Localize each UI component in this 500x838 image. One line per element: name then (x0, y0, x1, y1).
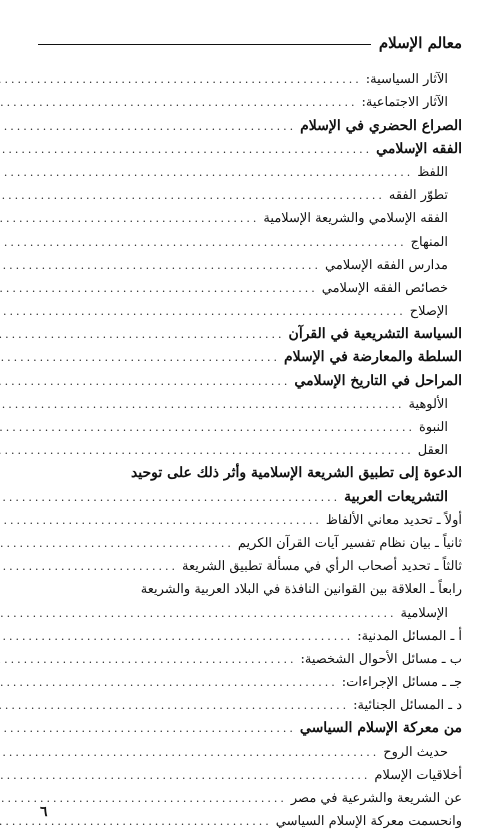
toc-entry (38, 91, 462, 114)
dot-leader (0, 532, 238, 555)
header-rule (38, 44, 371, 45)
toc-entry-title: أخلاقيات الإسلام (374, 767, 462, 783)
dot-leader (0, 184, 389, 207)
dot-leader (0, 68, 366, 91)
dot-leader (0, 486, 344, 509)
dot-leader (0, 764, 374, 787)
toc-entry (38, 161, 462, 184)
toc-entry-title: الإصلاح (409, 304, 448, 320)
page-number: ٦ (40, 804, 48, 820)
dot-leader (0, 370, 294, 393)
toc-entry (38, 277, 462, 300)
dot-leader (0, 741, 383, 764)
dot-leader (0, 161, 417, 184)
toc-entry-title: الإسلامية (400, 605, 448, 621)
toc-entry (38, 578, 462, 601)
toc-entry (38, 462, 462, 485)
dot-leader (0, 694, 353, 717)
toc-entry (38, 114, 462, 137)
table-of-contents (38, 68, 462, 833)
dot-leader (0, 509, 326, 532)
page-header (38, 33, 462, 53)
toc-entry (38, 787, 462, 810)
dot-leader (0, 138, 376, 161)
dot-leader (0, 648, 300, 671)
toc-entry-title: وانحسمت معركة الإسلام السياسي (275, 814, 462, 830)
toc-entry (38, 810, 462, 833)
toc-entry (38, 485, 462, 508)
dot-leader (0, 439, 418, 462)
toc-entry-title: السلطة والمعارضة في الإسلام (283, 349, 462, 366)
toc-entry (38, 555, 462, 578)
toc-entry (38, 671, 462, 694)
toc-entry (38, 184, 462, 207)
toc-entry (38, 230, 462, 253)
toc-entry-title: تطوّر الفقه (388, 188, 448, 204)
toc-entry (38, 764, 462, 787)
toc-entry-title: رابعاً ـ العلاقة بين القوانين النافذة في البلاد العربية والشريعة (140, 582, 462, 598)
toc-entry-title: المنهاج (410, 234, 448, 250)
toc-entry-title: الفقه الإسلامي والشريعة الإسلامية (263, 211, 448, 227)
dot-leader (0, 277, 322, 300)
toc-entry (38, 694, 462, 717)
dot-leader (0, 254, 325, 277)
toc-entry (38, 509, 462, 532)
toc-entry (38, 369, 462, 392)
toc-entry (38, 416, 462, 439)
toc-entry-title: مدارس الفقه الإسلامي (325, 257, 448, 273)
dot-leader (0, 602, 400, 625)
toc-entry (38, 323, 462, 346)
dot-leader (0, 671, 342, 694)
toc-entry-title: الألوهية (408, 396, 448, 412)
toc-entry-title: النبوة (419, 420, 448, 435)
dot-leader (0, 625, 357, 648)
toc-entry (38, 601, 462, 624)
toc-entry (38, 625, 462, 648)
dot-leader (0, 300, 410, 323)
toc-entry (38, 740, 462, 763)
toc-entry-title: جـ ـ مسائل الإجراءات: (341, 675, 462, 691)
toc-entry-title: أولاً ـ تحديد معاني الألفاظ (325, 512, 462, 528)
dot-leader (0, 393, 409, 416)
dot-leader (0, 416, 419, 439)
dot-leader (0, 91, 361, 114)
toc-entry-title: من معركة الإسلام السياسي (299, 720, 462, 737)
toc-entry-title: ثالثاً ـ تحديد أصحاب الرأي في مسألة تطبيق الشريعة (181, 559, 462, 575)
running-title: معالم الإسلام (378, 34, 462, 52)
toc-entry (38, 393, 462, 416)
toc-entry-title: الآثار الاجتماعية: (361, 95, 448, 111)
toc-entry (38, 254, 462, 277)
toc-entry (38, 439, 462, 462)
dot-leader (0, 207, 263, 230)
toc-entry (38, 532, 462, 555)
dot-leader (0, 323, 289, 346)
toc-entry-title: أ ـ المسائل المدنية: (357, 628, 462, 644)
toc-entry-title: اللفظ (417, 164, 448, 180)
toc-entry (38, 138, 462, 161)
toc-entry-title: الآثار السياسية: (365, 72, 448, 88)
toc-entry-title: د ـ المسائل الجنائية: (353, 698, 462, 714)
toc-entry-title: عن الشريعة والشرعية في مصر (290, 791, 462, 806)
toc-entry-title: العقل (417, 443, 448, 459)
toc-entry-title: السياسة التشريعية في القرآن (288, 326, 462, 343)
dot-leader (0, 115, 300, 138)
toc-entry (38, 300, 462, 323)
toc-entry (38, 207, 462, 230)
toc-entry-title: الصراع الحضري في الإسلام (300, 117, 462, 134)
toc-entry-title: الدعوة إلى تطبيق الشريعة الإسلامية وأثر ذلك على توحيد (130, 465, 462, 482)
toc-entry (38, 68, 462, 91)
dot-leader (0, 346, 284, 369)
toc-entry-title: حديث الروح (383, 744, 448, 760)
toc-entry-title: ب ـ مسائل الأحوال الشخصية: (300, 651, 462, 667)
toc-entry (38, 648, 462, 671)
toc-entry-title: الفقه الإسلامي (376, 140, 462, 157)
toc-entry-title: التشريعات العربية (344, 488, 448, 505)
toc-entry-title: ثانياً ـ بيان نظام تفسير آيات القرآن الكريم (237, 535, 462, 551)
dot-leader (0, 717, 300, 740)
dot-leader (0, 231, 411, 254)
toc-entry (38, 717, 462, 740)
toc-entry-title: المراحل في التاريخ الإسلامي (294, 372, 462, 389)
dot-leader (0, 555, 182, 578)
toc-entry (38, 346, 462, 369)
toc-entry-title: خصائص الفقه الإسلامي (321, 280, 448, 296)
